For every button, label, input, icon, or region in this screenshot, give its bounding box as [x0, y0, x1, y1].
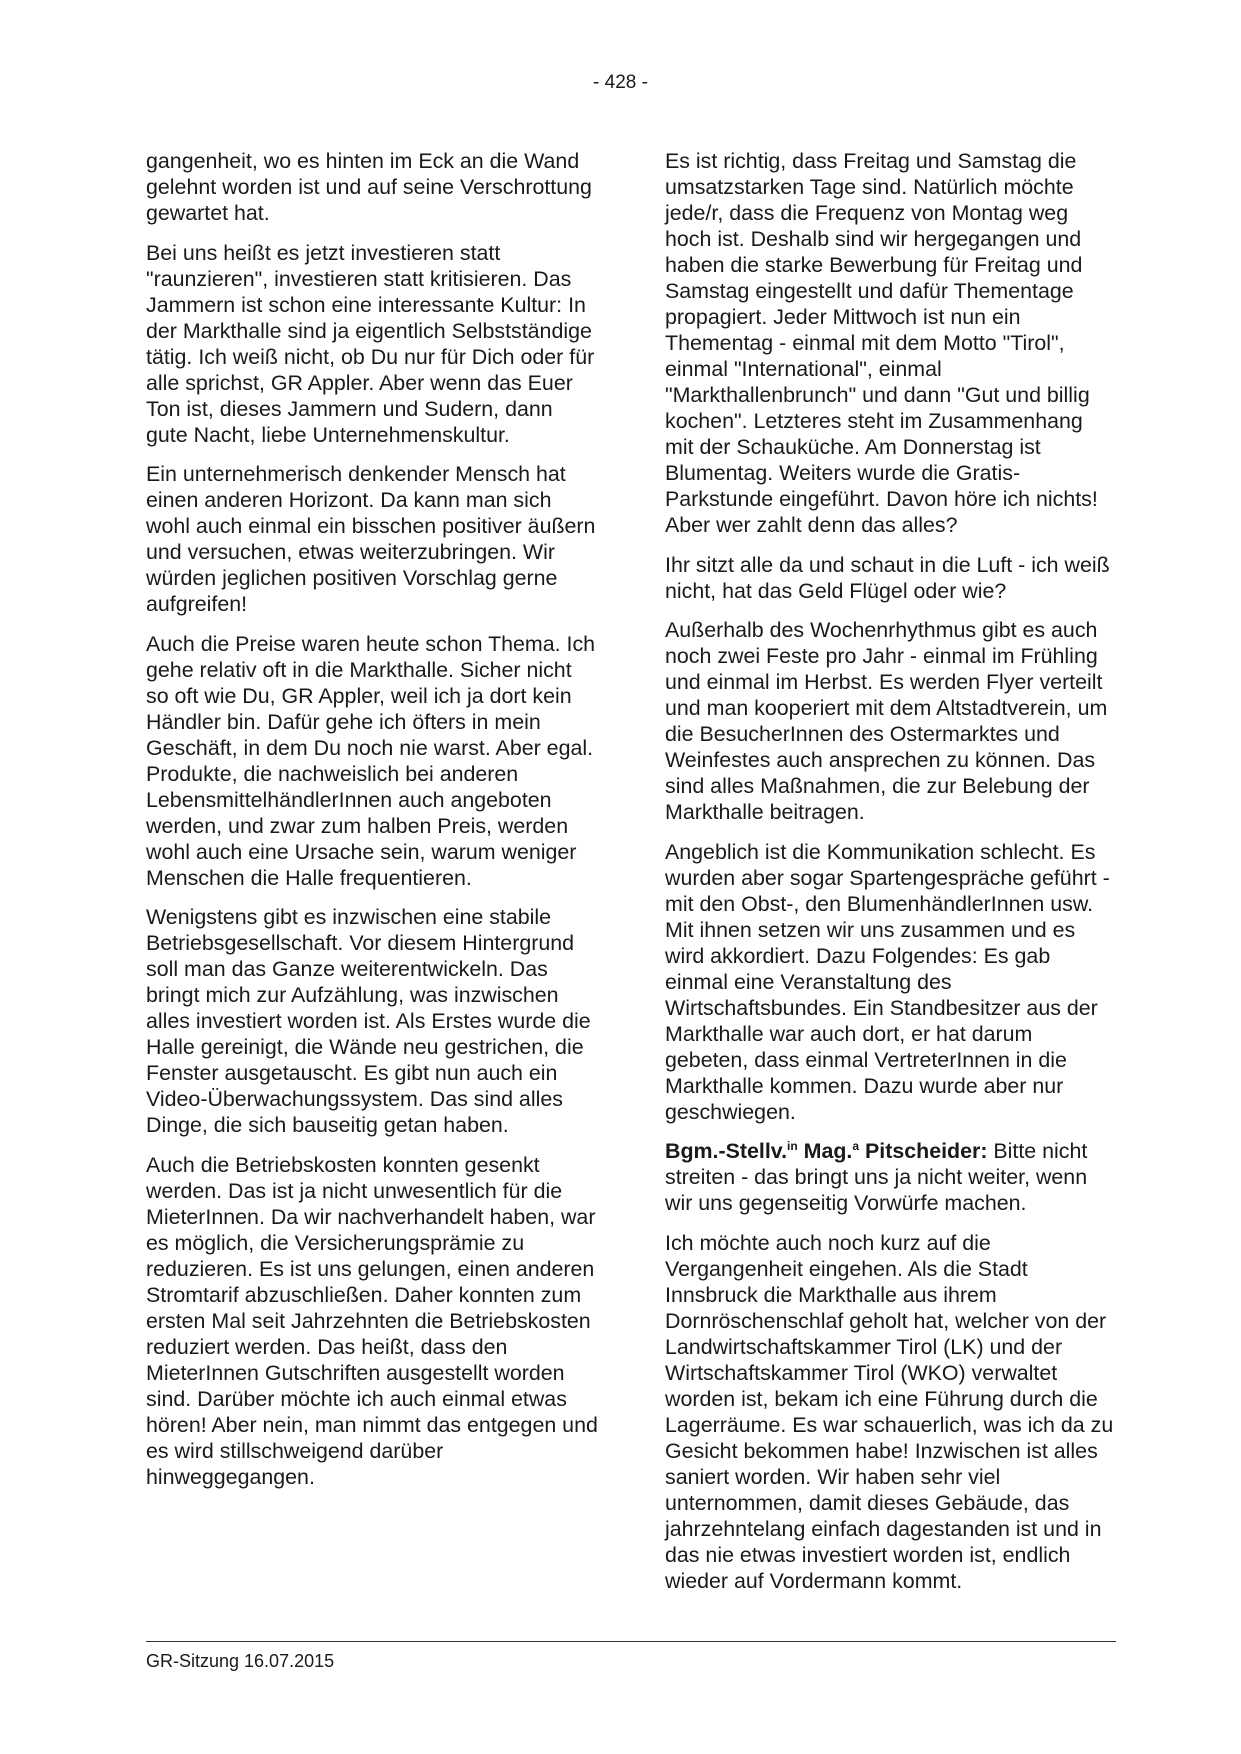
- paragraph: Ich möchte auch noch kurz auf die Vergangenheit eingehen. Als die Stadt Innsbruck die Markthalle aus ihrem Dornröschenschlaf geholt hat, welcher von der Landwirtschaftskammer Tirol (LK) und der Wirtschaftskammer Tirol (WKO) verwaltet worden ist, bekam ich eine Führung durch die Lagerräume. Es war schauerlich, was ich da zu Gesicht bekommen habe! Inzwischen ist alles saniert worden. Wir haben sehr viel unternommen, damit dieses Gebäude, das jahrzehntelang einfach dagestanden ist und in das nie etwas investiert worden ist, endlich wieder auf Vordermann kommt.: [665, 1230, 1114, 1593]
- left-column: [146, 148, 598, 1503]
- speaker-degree-suffix: a: [852, 1138, 860, 1153]
- paragraph: Wenigstens gibt es inzwischen eine stabile Betriebsgesellschaft. Vor diesem Hintergrund soll man das Ganze weiterentwickeln. Das bringt mich zur Aufzählung, was inzwischen alles investiert worden ist. Als Erstes wurde die Halle gereinigt, die Wände neu gestrichen, die Fenster ausgetauscht. Es gibt nun auch ein Video-Überwachungssystem. Das sind alles Dinge, die sich bauseitig getan haben.: [146, 905, 591, 1137]
- speaker-degree: Mag.: [797, 1139, 853, 1163]
- page-number: - 428 -: [593, 72, 648, 93]
- paragraph: Es ist richtig, dass Freitag und Samstag die umsatzstarken Tage sind. Natürlich möchte jede/r, dass die Frequenz von Montag weg hoch ist. Deshalb sind wir hergegangen und haben die starke Bewerbung für Freitag und Samstag eingestellt und dafür Thementage propagiert. Jeder Mittwoch ist nun ein Thementag - einmal mit dem Motto "Tirol", einmal "International", einmal "Markthallenbrunch" und dann "Gut und billig kochen". Letzteres steht im Zusammenhang mit der Schauküche. Am Donnerstag ist Blumentag. Weiters wurde die Gratis-Parkstunde eingeführt. Davon höre ich nichts! Aber wer zahlt denn das alles?: [665, 149, 1098, 537]
- speaker-title-suffix: in: [787, 1138, 798, 1153]
- footer-session-date: GR-Sitzung 16.07.2015: [146, 1651, 335, 1671]
- speaker-paragraph: [665, 1138, 1117, 1216]
- speaker-statement: Bitte nicht streiten - das bringt uns ja nicht weiter, wenn wir uns gegenseitig Vorwürfe machen.: [665, 1139, 1088, 1215]
- paragraph: Angeblich ist die Kommunikation schlecht. Es wurden aber sogar Spartengespräche geführt - mit den Obst-, den BlumenhändlerInnen usw. Mit ihnen setzen wir uns zusammen und es wird akkordiert. Dazu Folgendes: Es gab einmal eine Veranstaltung des Wirtschaftsbundes. Ein Standbesitzer aus der Markthalle war auch dort, er hat darum gebeten, dass einmal VertreterInnen in die Markthalle kommen. Dazu wurde aber nur geschwiegen.: [665, 839, 1110, 1124]
- paragraph: Außerhalb des Wochenrhythmus gibt es auch noch zwei Feste pro Jahr - einmal im Frühling und einmal im Herbst. Es werden Flyer verteilt und man kooperiert mit dem Altstadtverein, um die BesucherInnen des Ostermarktes und Weinfestes auch ansprechen zu können. Das sind alles Maßnahmen, die zur Belebung der Markthalle beitragen.: [665, 618, 1108, 824]
- speaker-name: [665, 1139, 987, 1163]
- paragraph: Auch die Betriebskosten konnten gesenkt werden. Das ist ja nicht unwesentlich für die MieterInnen. Da wir nachverhandelt haben, war es möglich, die Versicherungsprämie zu reduzieren. Es ist uns gelungen, einen anderen Stromtarif abzuschließen. Daher konnten zum ersten Mal seit Jahrzehnten die Betriebskosten reduziert werden. Das heißt, dass den MieterInnen Gutschriften ausgestellt worden sind. Darüber möchte ich auch einmal etwas hören! Aber nein, man nimmt das entgegen und es wird stillschweigend darüber hinweggegangen.: [146, 1152, 598, 1489]
- paragraph: Auch die Preise waren heute schon Thema. Ich gehe relativ oft in die Markthalle. Sicher nicht so oft wie Du, GR Appler, weil ich ja dort kein Händler bin. Dafür gehe ich öfters in mein Geschäft, in dem Du noch nie warst. Aber egal. Produkte, die nachweislich bei anderen LebensmittelhändlerInnen auch angeboten werden, und zwar zum halben Preis, werden wohl auch eine Ursache sein, warum weniger Menschen die Halle frequentieren.: [146, 631, 596, 890]
- paragraph: Bei uns heißt es jetzt investieren statt "raunzieren", investieren statt kritisieren. Das Jammern ist schon eine interessante Kultur: In der Markthalle sind ja eigentlich Selbstständige tätig. Ich weiß nicht, ob Du nur für Dich oder für alle sprichst, GR Appler. Aber wenn das Euer Ton ist, dieses Jammern und Sudern, dann gute Nacht, liebe Unternehmenskultur.: [146, 240, 595, 447]
- paragraph: gangenheit, wo es hinten im Eck an die Wand gelehnt worden ist und auf seine Verschrottung gewartet hat.: [146, 149, 592, 225]
- right-column: [665, 148, 1117, 1607]
- speaker-surname: Pitscheider:: [859, 1139, 988, 1163]
- footer-divider: [146, 1641, 1116, 1642]
- speaker-title: Bgm.-Stellv.: [665, 1139, 788, 1163]
- paragraph: Ein unternehmerisch denkender Mensch hat einen anderen Horizont. Da kann man sich wohl auch einmal ein bisschen positiver äußern und versuchen, etwas weiterzubringen. Wir würden jeglichen positiven Vorschlag gerne aufgreifen!: [146, 462, 596, 616]
- paragraph: Ihr sitzt alle da und schaut in die Luft - ich weiß nicht, hat das Geld Flügel oder wie?: [665, 552, 1110, 603]
